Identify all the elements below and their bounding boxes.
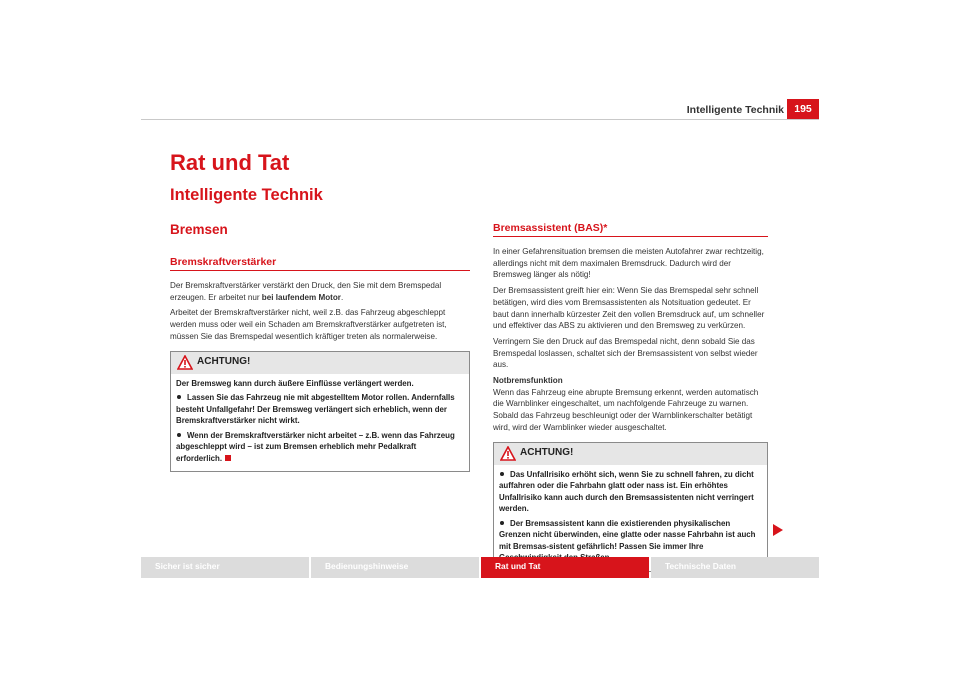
warning-line: Der Bremsweg kann durch äußere Einflüsse verlängert werden. (176, 378, 414, 388)
left-paragraph-1: Der Bremskraftverstärker verstärkt den Druck, den Sie mit dem Bremspedal erzeugen. Er arbeitet nur bei laufendem Motor. (170, 281, 442, 302)
footer-tab-sicher-ist-sicher[interactable]: Sicher ist sicher (141, 557, 309, 578)
right-paragraph-3: Verringern Sie den Druck auf das Bremspedal nicht, denn sobald Sie das Bremspedal loslassen, schaltet sich der Bremsassistent von selbst wieder aus. (493, 336, 758, 370)
bullet-icon (500, 472, 504, 476)
section-end-icon (225, 455, 231, 461)
warning-body (494, 465, 767, 571)
warning-header (171, 352, 469, 374)
bremsassistent-heading: Bremsassistent (BAS)* (493, 222, 768, 237)
footer-tab-technische-daten[interactable]: Technische Daten (651, 557, 819, 578)
warning-header (494, 443, 767, 465)
bold-phrase: bei laufendem Motor (261, 292, 341, 302)
warning-body (171, 374, 469, 472)
warning-bullet-item: Wenn der Bremskraftverstärker nicht arbeitet – z.B. wenn das Fahrzeug abgeschleppt wird – ist zum Bremsen erheblich mehr Pedalkraft erforderlich. (176, 430, 455, 463)
warning-bullet-item: Lassen Sie das Fahrzeug nie mit abgestelltem Motor rollen. Andernfalls besteht Unfallgefahr! Der Bremsweg verlängert sich erheblich, wenn der Bremskraftverstärker nicht wirkt. (176, 393, 455, 426)
page-number: 195 (787, 99, 819, 119)
next-page-arrow-icon[interactable] (773, 524, 783, 536)
right-paragraph-2: Der Bremsassistent greift hier ein: Wenn Sie das Bremspedal sehr schnell betätigen, wird dies vom Bremsassistenten als Notsituation gedeutet. Er baut dann innerhalb kürzester Zeit den vollen Bremsdruck auf, um schneller und effektiver das ABS zu aktivieren und den Bremsweg zu verkürzen. (493, 286, 765, 331)
bullet-icon (500, 521, 504, 525)
right-paragraph-4: Wenn das Fahrzeug eine abrupte Bremsung erkennt, werden automatisch die Warnblinker eingeschaltet, um nachfolgende Fahrzeuge zu warnen. Sobald das Fahrzeug beschleunigt oder der Warnblinkerschalter betätigt wird, wird der Warnblinker wieder ausgeschaltet. (493, 387, 759, 432)
bullet-icon (177, 395, 181, 399)
header-divider (141, 119, 819, 120)
warning-bullet-item: Der Bremsassistent kann die existierenden physikalischen Grenzen nicht überwinden, eine glatte oder nasse Fahrbahn ist auch mit Bremsas-sistent gefährlich! Passen Sie immer Ihre (499, 518, 756, 551)
warning-box-right (493, 442, 768, 572)
notbremsfunktion-label: Notbremsfunktion (493, 376, 563, 386)
chapter-title: Rat und Tat (170, 150, 290, 175)
warning-triangle-icon (177, 355, 193, 370)
bremskraftverstaerker-heading: Bremskraftverstärker (170, 256, 470, 271)
footer-tab-bedienungshinweise[interactable]: Bedienungshinweise (311, 557, 479, 578)
left-paragraph-2: Arbeitet der Bremskraftverstärker nicht, weil z.B. das Fahrzeug abgeschleppt werden muss oder weil ein Schaden am Bremskraftverstärker aufgetreten ist, müssen Sie das Bremspedal wesentlich kräftiger treten als normalerweise. (170, 308, 447, 341)
bullet-icon (177, 433, 181, 437)
warning-title: ACHTUNG! (520, 446, 574, 458)
section-title: Intelligente Technik (170, 186, 323, 204)
right-paragraph-1: In einer Gefahrensituation bremsen die meisten Autofahrer zwar rechtzeitig, allerdings nicht mit dem maximalen Bremsdruck. Dadurch wird der Bremsweg länger als nötig! (493, 247, 764, 280)
left-column (170, 256, 470, 472)
warning-triangle-icon (500, 446, 516, 461)
warning-box-left (170, 351, 470, 473)
subsection-title: Bremsen (170, 222, 228, 237)
footer-tab-rat-und-tat[interactable]: Rat und Tat (481, 557, 649, 578)
right-column (493, 222, 768, 572)
warning-title: ACHTUNG! (197, 355, 251, 367)
running-header-title: Intelligente Technik (686, 104, 784, 116)
warning-bullet-item: Das Unfallrisiko erhöht sich, wenn Sie zu schnell fahren, zu dicht auffahren oder die Fahrbahn glatt oder nass ist. Ein erhöhtes Unfallrisiko kann auch durch den Bremsassistenten nicht verringert werden. (499, 469, 754, 514)
